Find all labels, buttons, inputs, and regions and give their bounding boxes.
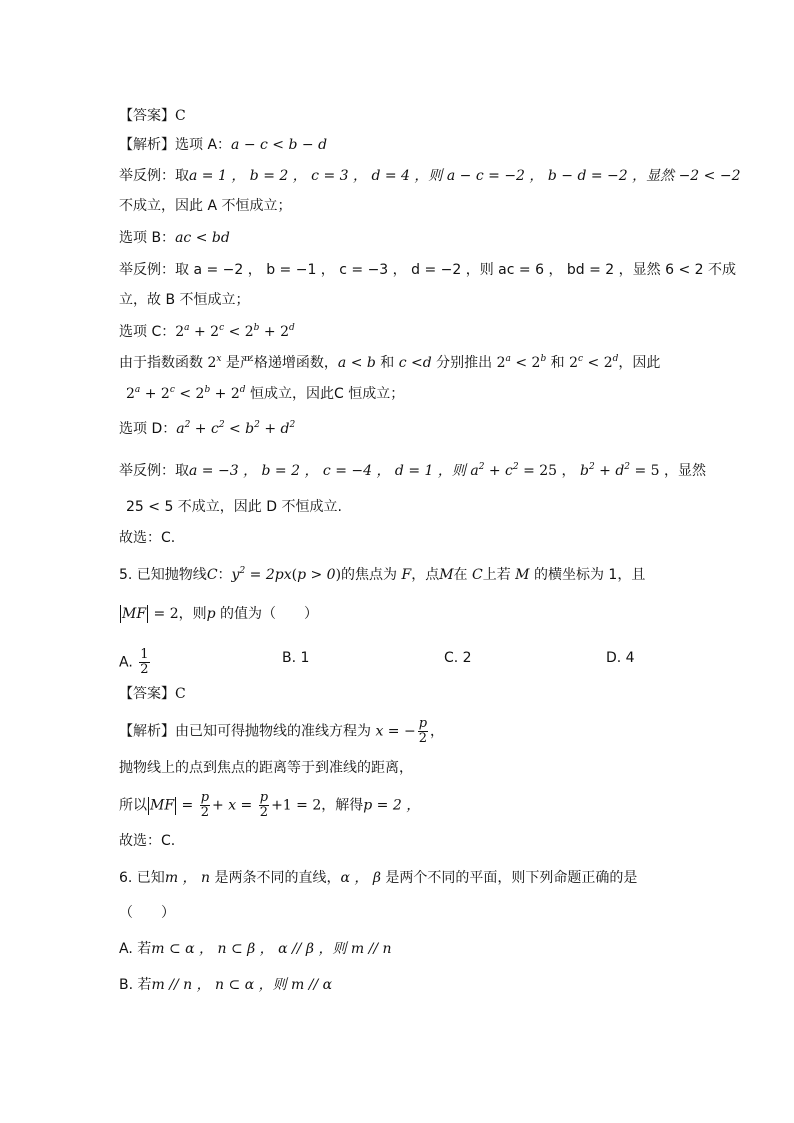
- optC-expr-2: $2^a + 2^c < 2^b + 2^d$: [126, 385, 246, 402]
- q5-stem-line1: 5. 已知抛物线C：$y^2 = 2px(p > 0)$的焦点为 F，点M在 C上若 M 的横坐标为 1，且: [119, 566, 646, 583]
- q5-answer-line: [119, 684, 186, 704]
- q4-choose: 故选：C.: [119, 530, 176, 546]
- counterA-values: a = 1 ， b = 2 ， c = 3 ， d = 4 ，则 a − c = −2 ， b − d = −2 ，显然 −2 < −2: [189, 168, 741, 184]
- q5-directrix-frac: [418, 717, 428, 746]
- abs-right: [147, 605, 148, 623]
- q5-option-D: D. 4: [606, 650, 635, 666]
- ineq-cd: $2^c < 2^d$: [564, 354, 619, 371]
- q5-option-C: C. 2: [444, 650, 472, 666]
- optC-text3: 和: [380, 355, 395, 371]
- q4-counterB-end: 立，故 B 不恒成立；: [119, 292, 250, 308]
- q6-stem3: 是两个不同的平面，则下列命题正确的是: [385, 870, 638, 886]
- q5-MF-2: MF: [150, 797, 175, 814]
- frac-p: p: [418, 716, 428, 731]
- q6-paren: （ ）: [119, 905, 175, 921]
- optC-text2: 是严格递增函数，: [225, 355, 338, 371]
- counterD-mid1: = 25 ，: [523, 463, 576, 479]
- answer-label-2: 【答案】: [119, 686, 175, 702]
- q5-option-B: B. 1: [282, 650, 310, 666]
- q5-option-A: [119, 648, 152, 677]
- optC-text5: 和: [550, 355, 565, 371]
- plus-one: +1 = 2: [271, 797, 322, 814]
- q5-optA-num: 1: [140, 647, 149, 662]
- answer-label: 【答案】: [119, 108, 175, 124]
- q5-ana1: 由已知可得抛物线的准线方程为: [175, 723, 371, 740]
- sum-ac: $a^2 + c^2$: [465, 462, 519, 479]
- q4-optD: [119, 419, 295, 439]
- frac-p2-a: [200, 791, 210, 820]
- q5-condition: (: [291, 567, 298, 583]
- q5-F: F: [397, 567, 412, 583]
- q6-optB-label: B. 若: [119, 977, 152, 993]
- abs-left-2: [148, 797, 149, 815]
- optB-head: 选项 B：: [119, 230, 176, 246]
- sum-bd: $b^2 + d^2$: [575, 462, 631, 479]
- q5-directrix: x = −: [371, 723, 416, 740]
- q5-stem-line2: [119, 604, 318, 624]
- optC-text4: 分别推出: [436, 355, 493, 371]
- q5-analysis-1: 【解析】由已知可得抛物线的准线方程为 x = − $\frac{p}{2}$ ，: [119, 716, 445, 746]
- q4-optB: [119, 228, 230, 248]
- q5-equation: $y^2 = 2px$: [231, 566, 292, 583]
- plus-x: + x =: [212, 797, 257, 814]
- q6-option-B: [119, 975, 332, 995]
- frac-p2-b: [259, 791, 269, 820]
- q5-stem1: 5. 已知抛物线: [119, 567, 207, 583]
- q4-optC-reason: [119, 353, 660, 373]
- counterD-values: a = −3 ， b = 2 ， c = −4 ， d = 1 ，则: [189, 463, 466, 479]
- q5-MF: MF: [122, 606, 147, 622]
- optA-head: 选项 A：: [175, 137, 232, 153]
- optB-expr: ac < bd: [175, 230, 230, 246]
- q5-analysis-3: [119, 791, 420, 820]
- counterD-mid2: = 5 ，显然: [634, 463, 707, 479]
- ineq-ab: $2^a < 2^b$: [492, 354, 547, 371]
- frac-p-a: p: [200, 790, 210, 805]
- optC-end1: 恒成立，因此: [249, 386, 334, 402]
- analysis-label: 【解析】: [119, 137, 175, 153]
- optC-text6: ，因此: [618, 355, 661, 371]
- a-lt-b: a < b: [337, 355, 381, 371]
- q4-answer-line: [119, 106, 186, 126]
- q5-MF-value: = 2: [149, 606, 179, 622]
- analysis-label-2: 【解析】: [119, 723, 175, 740]
- q6-mn: m ， n: [164, 870, 215, 886]
- q4-optC: [119, 322, 295, 342]
- abs-left: [120, 605, 121, 623]
- q6-optA-label: A. 若: [119, 941, 152, 957]
- q6-optB-expr: m // n ， n ⊂ α ，则 m // α: [151, 977, 333, 993]
- q4-counterD: [119, 461, 706, 481]
- q5-M: M: [439, 567, 454, 583]
- q5-stem6: 的横坐标为 1，且: [533, 567, 646, 583]
- frac-2: 2: [418, 731, 428, 746]
- optA-expr: a − c < b − d: [231, 137, 328, 153]
- q5-stem3: ，点: [411, 567, 440, 583]
- q5-ana4: ，解得: [321, 797, 364, 814]
- q4-counterA-end: 不成立，因此 A 不恒成立；: [119, 198, 292, 214]
- optD-expr: $a^2 + c^2 < b^2 + d^2$: [176, 420, 296, 437]
- q5-stem2: 的焦点为: [341, 567, 398, 583]
- counterA-prefix: 举反例：取: [119, 168, 189, 184]
- optC-expr: $2^a + 2^c < 2^b + 2^d$: [175, 323, 295, 340]
- q5-ana4b: p = 2 ，: [363, 797, 421, 814]
- q5-C: C: [467, 567, 483, 583]
- q4-counterA: [119, 166, 740, 186]
- optC-text1: 由于指数函数: [119, 355, 203, 371]
- q4-optC-conclusion: [126, 384, 404, 404]
- q5-stem4: 在: [453, 567, 468, 583]
- q5-optA-den: 2: [140, 662, 149, 677]
- q5-M2: M: [510, 567, 534, 583]
- q6-stem1: 6. 已知: [119, 870, 165, 886]
- q5-stem5: 上若: [482, 567, 511, 583]
- q6-ab: α ， β: [340, 870, 386, 886]
- q4-counterD-end: 25 < 5 不成立，因此 D 不恒成立.: [126, 499, 342, 515]
- optD-head: 选项 D：: [119, 421, 177, 437]
- abs-right-2: [175, 797, 176, 815]
- frac-p-b: p: [259, 790, 269, 805]
- q5-answer: C: [175, 686, 186, 702]
- exp-fn: 2$^x$: [203, 354, 222, 371]
- q5-condition-close: ): [335, 567, 342, 583]
- q5-ana3: 所以: [119, 797, 147, 814]
- q4-answer: C: [175, 108, 186, 124]
- q6-stem: [119, 868, 637, 888]
- q5-stem8: 的值为（ ）: [220, 606, 319, 622]
- q5-analysis-2: 抛物线上的点到焦点的距离等于到准线的距离，: [119, 760, 413, 776]
- q5-choose: 故选：C.: [119, 833, 176, 849]
- q5-condition-p: p > 0: [297, 567, 336, 583]
- q4-counterB: 举反例：取 a = −2 ， b = −1 ， c = −3 ， d = −2 ，则 ac = 6 ， bd = 2 ，显然 6 < 2 不成: [119, 262, 736, 278]
- frac-2-b: 2: [259, 805, 269, 820]
- q6-option-A: [119, 939, 392, 959]
- q6-optA-expr: m ⊂ α ， n ⊂ β ， α // β ，则 m // n: [151, 941, 392, 957]
- eq1: =: [177, 797, 198, 814]
- c-lt-d: c <d: [394, 355, 437, 371]
- q6-stem2: 是两条不同的直线，: [214, 870, 341, 886]
- frac-2-a: 2: [200, 805, 209, 820]
- q5-curve: C: [206, 567, 218, 583]
- optC-head: 选项 C：: [119, 324, 176, 340]
- q5-optA-label: A.: [119, 654, 133, 671]
- q5-p: p: [206, 606, 221, 622]
- counterD-prefix: 举反例：取: [119, 463, 189, 479]
- q5-stem7: ，则: [178, 606, 207, 622]
- q4-analysis-optA: [119, 135, 327, 155]
- q5-optA-frac: [139, 648, 149, 677]
- optC-end2: C 恒成立；: [333, 386, 405, 402]
